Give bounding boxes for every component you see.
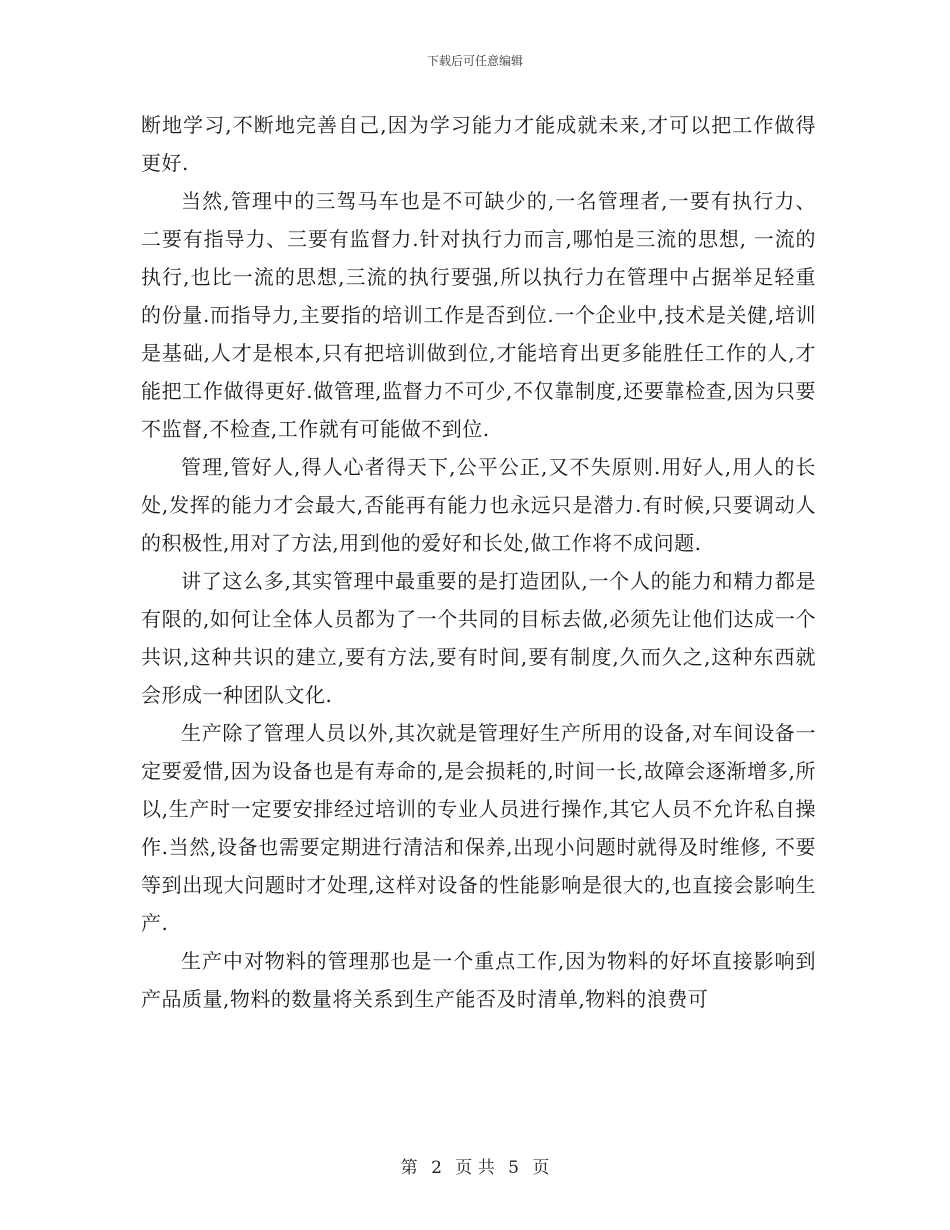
page-footer: [0, 1153, 950, 1178]
paragraph-6: 生产中对物料的管理那也是一个重点工作,因为物料的好坏直接影响到产品质量,物料的数量将关系到生产能否及时清单,物料的浪费可: [141, 949, 816, 1011]
paragraph-3: 管理,管好人,得人心者得天下,公平公正,又不失原则.用好人,用人的长处,发挥的能力才会最大,否能再有能力也永远只是潜力.有时候,只要调动人的积极性,用对了方法,用到他的爱好和长处,做工作将不成问题.: [141, 455, 816, 555]
page-number: 2: [431, 1158, 442, 1178]
page-header: [0, 52, 950, 69]
footer-middle: 页 共: [455, 1158, 495, 1178]
header-text: 下载后可任意编辑: [426, 54, 523, 68]
paragraph-4: 讲了这么多,其实管理中最重要的是打造团队,一个人的能力和精力都是有限的,如何让全体人员都为了一个共同的目标去做,必须先让他们达成一个共识,这种共识的建立,要有方法,要有时间,要有制度,久而久之,这种东西就会形成一种团队文化.: [141, 569, 816, 707]
footer-prefix: 第: [400, 1158, 418, 1178]
document-body: [141, 106, 816, 1018]
paragraph-1: 断地学习,不断地完善自己,因为学习能力才能成就未来,才可以把工作做得更好.: [141, 113, 816, 175]
paragraph-5: 生产除了管理人员以外,其次就是管理好生产所用的设备,对车间设备一定要爱惜,因为设备也是有寿命的,是会损耗的,时间一长,故障会逐渐增多,所以,生产时一定要安排经过培训的专业人员进行操作,其它人员不允许私自操作.当然,设备也需要定期进行清洁和保养,出现小问题时就得及时维修, 不要等到出现大问题时才处理,这样对设备的性能影响是很大的,也直接会影响生产.: [141, 721, 816, 935]
paragraph-2: 当然,管理中的三驾马车也是不可缺少的,一名管理者,一要有执行力、二要有指导力、三要有监督力.针对执行力而言,哪怕是三流的思想, 一流的执行,也比一流的思想,三流的执行要强,所以执行力在管理中占据举足轻重的份量.而指导力,主要指的培训工作是否到位.一个企业中,技术是关健,培训是基础,人才是根本,只有把培训做到位,才能培育出更多能胜任工作的人,才能把工作做得更好.做管理,监督力不可少,不仅靠制度,还要靠检查,因为只要不监督,不检查,工作就有可能做不到位.: [141, 189, 816, 441]
page-total: 5: [508, 1158, 519, 1178]
footer-suffix: 页: [532, 1158, 550, 1178]
